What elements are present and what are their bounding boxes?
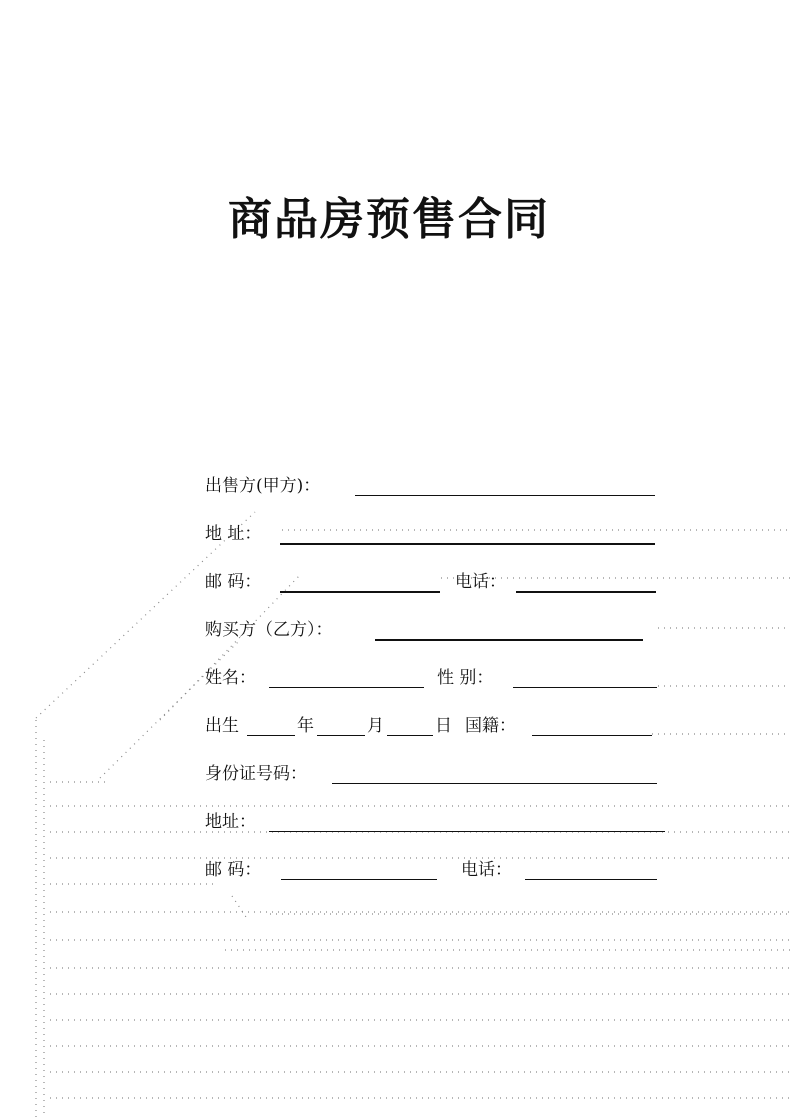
- nationality-label: 国籍：: [465, 716, 516, 736]
- id-label: 身份证号码：: [205, 764, 307, 784]
- seller-address-row: [205, 522, 665, 546]
- seller-zip-field[interactable]: [280, 591, 440, 593]
- seller-address-field[interactable]: [280, 543, 655, 545]
- gender-field[interactable]: [513, 687, 657, 688]
- buyer-address-field[interactable]: [269, 831, 665, 832]
- buyer-address-row: [205, 810, 675, 834]
- buyer-contact-row: [205, 858, 665, 882]
- seller-name-field[interactable]: [355, 495, 655, 496]
- buyer-name-field[interactable]: [375, 639, 643, 641]
- name-label: 姓名：: [205, 668, 256, 688]
- dotted-line: [232, 896, 248, 920]
- buyer-row: [205, 618, 665, 642]
- page-title: 商品房预售合同: [228, 194, 550, 245]
- seller-row: [205, 474, 665, 498]
- birth-label: 出生: [205, 716, 239, 736]
- buyer-label: 购买方（乙方）：: [205, 620, 333, 640]
- buyer-phone-field[interactable]: [525, 879, 657, 880]
- buyer-address-label: 地址：: [205, 812, 256, 832]
- seller-label: 出售方(甲方)：: [205, 476, 321, 496]
- buyer-name-row: [205, 666, 665, 690]
- buyer-zip-label: 邮 码：: [205, 860, 262, 880]
- id-row: [205, 762, 665, 786]
- seller-phone-label: 电话：: [455, 572, 506, 592]
- dotted-line: [100, 640, 240, 778]
- id-number-field[interactable]: [332, 783, 657, 784]
- birth-month-field[interactable]: [317, 735, 365, 736]
- day-label: 日: [435, 716, 452, 736]
- buyer-zip-field[interactable]: [281, 879, 437, 880]
- seller-address-label: 地 址：: [205, 524, 262, 544]
- seller-zip-label: 邮 码：: [205, 572, 262, 592]
- buyer-phone-label: 电话：: [461, 860, 512, 880]
- year-label: 年: [297, 716, 314, 736]
- gender-label: 性 别：: [437, 668, 494, 688]
- name-field[interactable]: [269, 687, 424, 688]
- seller-contact-row: [205, 570, 665, 594]
- seller-phone-field[interactable]: [516, 591, 656, 593]
- month-label: 月: [367, 716, 384, 736]
- birth-row: [205, 714, 665, 738]
- birth-year-field[interactable]: [247, 735, 295, 736]
- nationality-field[interactable]: [532, 735, 652, 736]
- birth-day-field[interactable]: [387, 735, 433, 736]
- dotted-line: [160, 575, 300, 720]
